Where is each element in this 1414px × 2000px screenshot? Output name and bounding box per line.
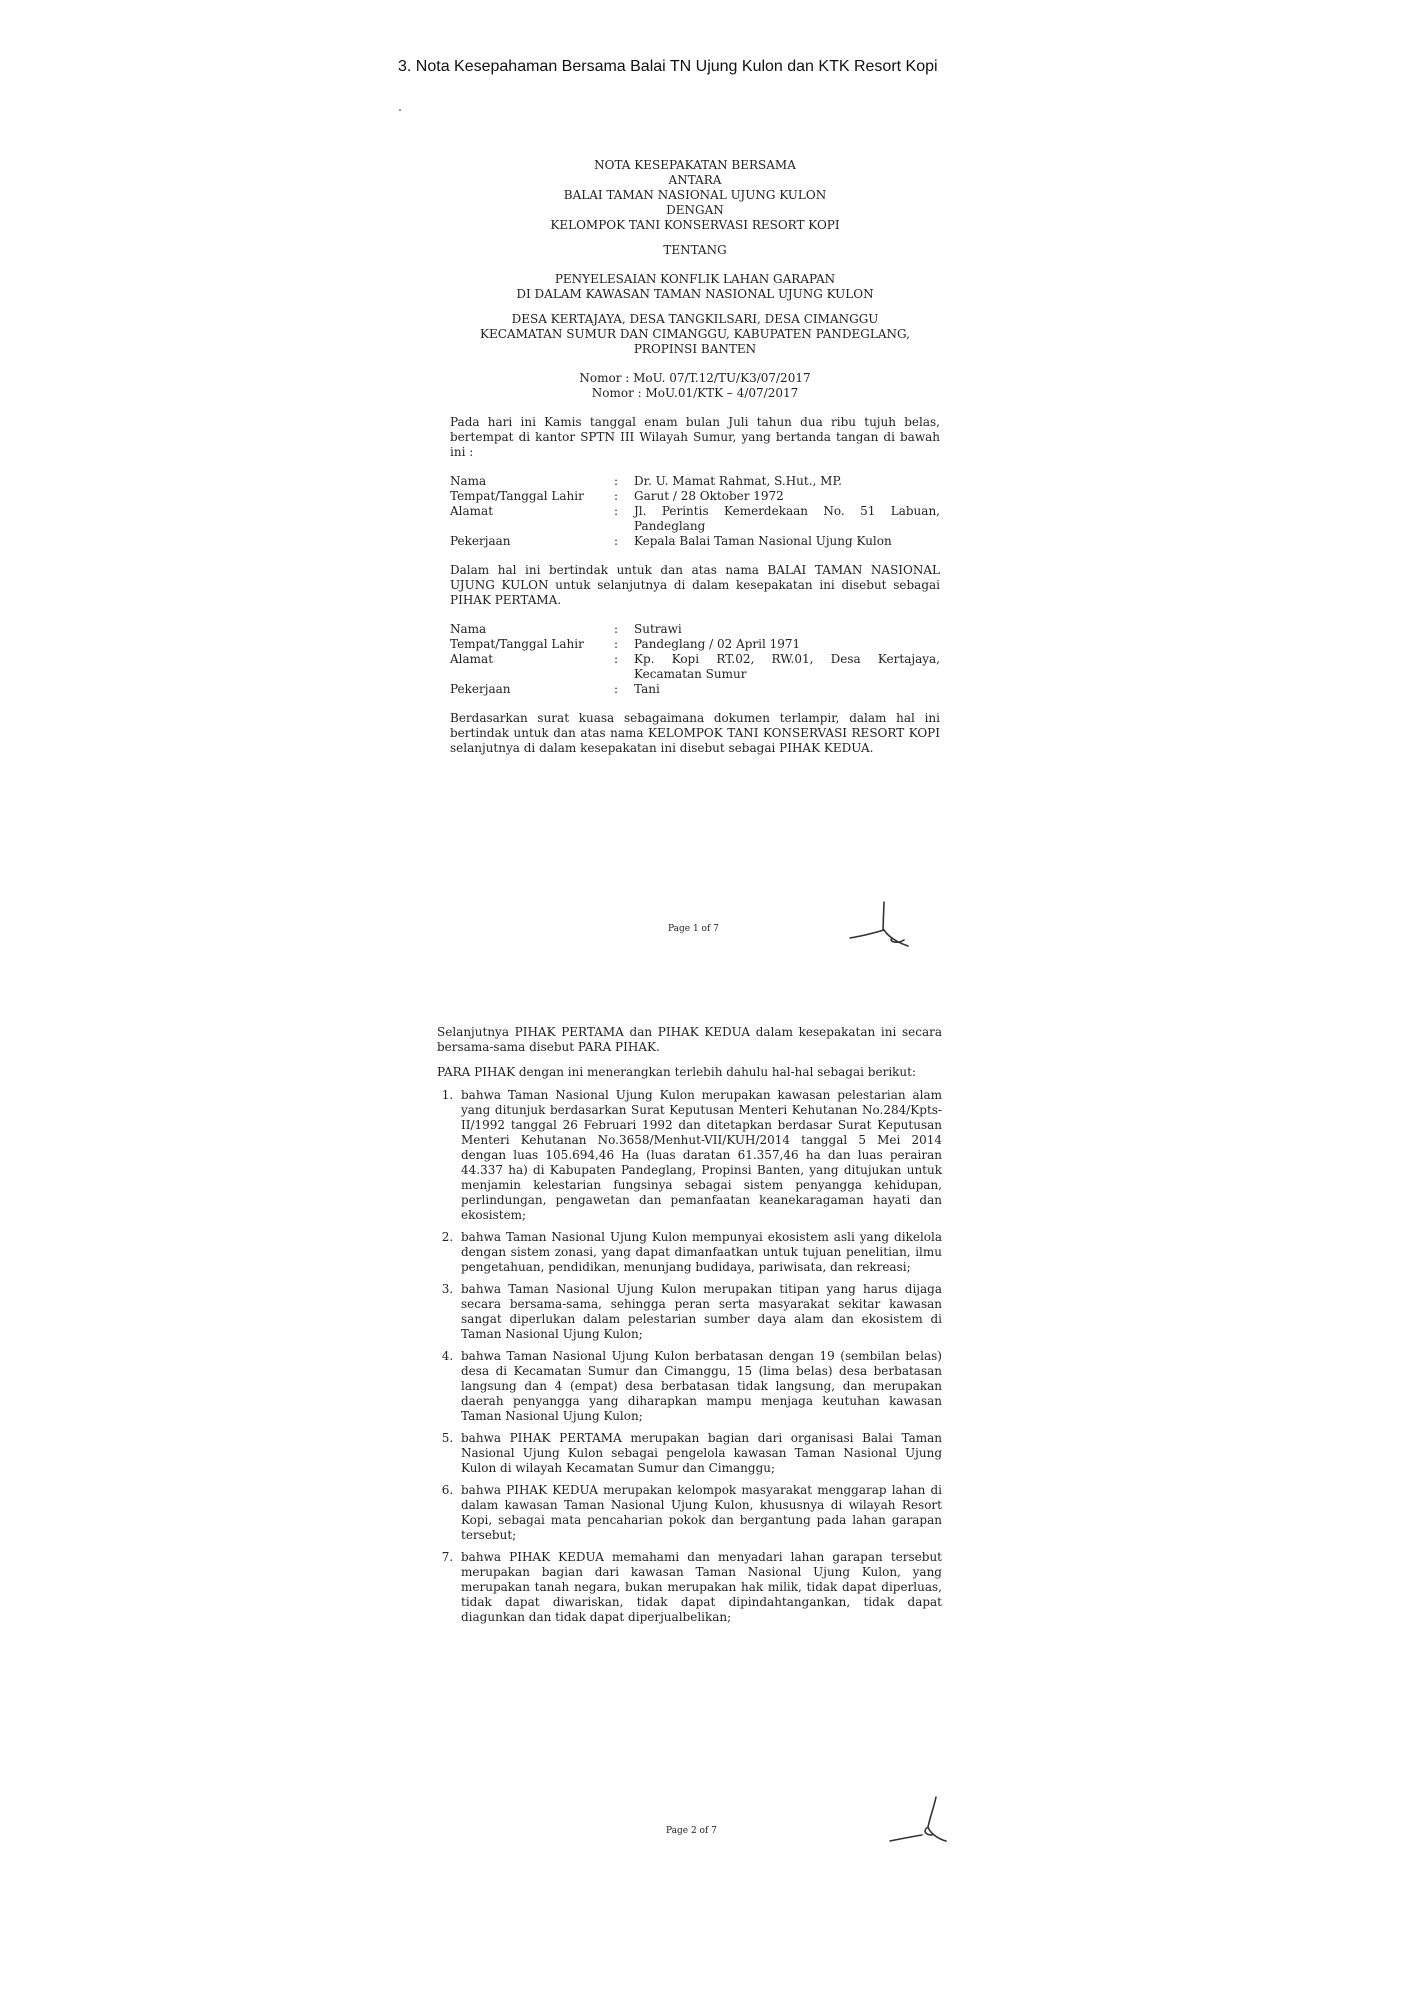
- subject-line: DI DALAM KAWASAN TAMAN NASIONAL UJUNG KULON: [516, 287, 874, 301]
- list-item: 5. bahwa PIHAK PERTAMA merupakan bagian dari organisasi Balai Taman Nasional Ujung Kulon sebagai pengelola kawasan Taman Nasional Ujung Kulon di wilayah Kecamatan Sumur dan Cimanggu;: [457, 1431, 942, 1476]
- table-row: [450, 637, 940, 652]
- field-value: Pandeglang / 02 April 1971: [634, 637, 801, 651]
- table-row: [450, 489, 940, 504]
- table-row: [450, 622, 940, 637]
- field-label: Tempat/Tanggal Lahir: [450, 489, 584, 503]
- colon: :: [614, 622, 619, 636]
- title-line: ANTARA: [668, 173, 722, 187]
- field-label: Alamat: [450, 652, 494, 666]
- colon: :: [614, 504, 619, 518]
- party-2-description: Berdasarkan surat kuasa sebagaimana dokumen terlampir, dalam hal ini bertindak untuk dan atas nama KELOMPOK TANI KONSERVASI RESORT KOPI selanjutnya di dalam kesepakatan ini disebut sebagai PIHAK KEDUA.: [450, 711, 940, 755]
- table-row: [450, 534, 940, 549]
- party-1-identity-table: [450, 474, 940, 549]
- title-line: BALAI TAMAN NASIONAL UJUNG KULON: [563, 188, 827, 202]
- considerations-list: [437, 1088, 942, 1625]
- list-item: 1. bahwa Taman Nasional Ujung Kulon merupakan kawasan pelestarian alam yang ditunjuk berdasarkan Surat Keputusan Menteri Kehutanan No.284/Kpts-II/1992 tanggal 26 Februari 1992 dan ditetapkan berdasar Surat Keputusan Menteri Kehutanan No.3658/Menhut-VII/KUH/2014 tanggal 5 Mei 2014 dengan luas 105.694,46 Ha (luas daratan 61.357,46 ha dan luas perairan 44.337 ha) di Kabupaten Pandeglang, Propinsi Banten, yang ditujukan untuk menjamin kelestarian fungsinya sebagai sistem penyangga kehidupan, perlindungan, pengawetan dan pemanfaatan keanekaragaman hayati dan ekosistem;: [457, 1088, 942, 1223]
- field-label: Tempat/Tanggal Lahir: [450, 637, 584, 651]
- subject-block: [450, 272, 940, 302]
- colon: :: [614, 489, 619, 503]
- field-label: Nama: [450, 622, 487, 636]
- title-line: KELOMPOK TANI KONSERVASI RESORT KOPI: [550, 218, 840, 232]
- page-1: [450, 158, 940, 756]
- colon: :: [614, 652, 619, 666]
- field-label: Pekerjaan: [450, 534, 511, 548]
- colon: :: [614, 534, 619, 548]
- colon: :: [614, 637, 619, 651]
- party-1-description: Dalam hal ini bertindak untuk dan atas nama BALAI TAMAN NASIONAL UJUNG KULON untuk selanjutnya di dalam kesepakatan ini disebut sebagai PIHAK PERTAMA.: [450, 563, 940, 607]
- section-heading: 3. Nota Kesepahaman Bersama Balai TN Ujung Kulon dan KTK Resort Kopi: [398, 58, 938, 75]
- subject-line: PENYELESAIAN KONFLIK LAHAN GARAPAN: [554, 272, 836, 286]
- field-value: Jl. Perintis Kemerdekaan No. 51 Labuan, Pandeglang: [634, 504, 940, 533]
- opening-paragraph: Pada hari ini Kamis tanggal enam bulan Juli tahun dua ribu tujuh belas, bertempat di kantor SPTN III Wilayah Sumur, yang bertanda tangan di bawah ini :: [450, 415, 940, 459]
- table-row: [450, 682, 940, 697]
- location-block: [450, 312, 940, 357]
- list-item: 2. bahwa Taman Nasional Ujung Kulon mempunyai ekosistem asli yang dikelola dengan sistem zonasi, yang dapat dimanfaatkan untuk tujuan penelitian, ilmu pengetahuan, pendidikan, menunjang budidaya, pariwisata, dan rekreasi;: [457, 1230, 942, 1275]
- page-2-footer: Page 2 of 7: [666, 1826, 717, 1836]
- nomor-line: Nomor : MoU.01/KTK – 4/07/2017: [591, 386, 799, 400]
- colon: :: [614, 474, 619, 488]
- signature-page-1: [848, 900, 918, 950]
- colon: :: [614, 682, 619, 696]
- title-line: NOTA KESEPAKATAN BERSAMA: [594, 158, 796, 172]
- field-value: Kp. Kopi RT.02, RW.01, Desa Kertajaya, Kecamatan Sumur: [634, 652, 940, 681]
- field-label: Pekerjaan: [450, 682, 511, 696]
- nomor-line: Nomor : MoU. 07/T.12/TU/K3/07/2017: [579, 371, 811, 385]
- agreement-title: [450, 158, 940, 233]
- scan-speck: [399, 109, 401, 111]
- party-2-identity-table: [450, 622, 940, 697]
- field-label: Nama: [450, 474, 487, 488]
- page-2-intro-2: PARA PIHAK dengan ini menerangkan terlebih dahulu hal-hal sebagai berikut:: [437, 1065, 917, 1079]
- signature-page-2: [886, 1795, 956, 1855]
- page-1-footer: Page 1 of 7: [668, 924, 719, 934]
- list-item: 7. bahwa PIHAK KEDUA memahami dan menyadari lahan garapan tersebut merupakan bagian dari kawasan Taman Nasional Ujung Kulon, yang merupakan tanah negara, bukan merupakan hak milik, tidak dapat diperluas, tidak dapat diwariskan, tidak dapat dipindahtangankan, tidak dapat diagunkan dan tidak dapat diperjualbelikan;: [457, 1550, 942, 1625]
- title-line: DENGAN: [666, 203, 724, 217]
- location-line: DESA KERTAJAYA, DESA TANGKILSARI, DESA CIMANGGU: [511, 312, 879, 326]
- list-item: 4. bahwa Taman Nasional Ujung Kulon berbatasan dengan 19 (sembilan belas) desa di Kecamatan Sumur dan Cimanggu, 15 (lima belas) desa berbatasan langsung dan 4 (empat) desa berbatasan tidak langsung, dan merupakan daerah penyangga yang diharapkan mampu menjaga keutuhan kawasan Taman Nasional Ujung Kulon;: [457, 1349, 942, 1424]
- nomor-block: [450, 371, 940, 401]
- field-value: Kepala Balai Taman Nasional Ujung Kulon: [634, 534, 892, 548]
- location-line: KECAMATAN SUMUR DAN CIMANGGU, KABUPATEN PANDEGLANG,: [480, 327, 910, 341]
- field-value: Garut / 28 Oktober 1972: [634, 489, 784, 503]
- field-value: Tani: [634, 682, 660, 696]
- list-item: 3. bahwa Taman Nasional Ujung Kulon merupakan titipan yang harus dijaga secara bersama-sama, sehingga peran serta masyarakat sekitar kawasan sangat diperlukan dalam pelestarian sumber daya alam dan ekosistem di Taman Nasional Ujung Kulon;: [457, 1282, 942, 1342]
- table-row: [450, 474, 940, 489]
- tentang-label: TENTANG: [663, 243, 727, 257]
- table-row: [450, 504, 940, 534]
- table-row: [450, 652, 940, 682]
- page-2-intro: Selanjutnya PIHAK PERTAMA dan PIHAK KEDUA dalam kesepakatan ini secara bersama-sama disebut PARA PIHAK.: [437, 1025, 942, 1054]
- location-line: PROPINSI BANTEN: [633, 342, 757, 356]
- field-label: Alamat: [450, 504, 494, 518]
- list-item: 6. bahwa PIHAK KEDUA merupakan kelompok masyarakat menggarap lahan di dalam kawasan Taman Nasional Ujung Kulon, khususnya di wilayah Resort Kopi, sebagai mata pencaharian pokok dan bergantung pada lahan garapan tersebut;: [457, 1483, 942, 1543]
- field-value: Sutrawi: [634, 622, 682, 636]
- page-2: [437, 1025, 942, 1632]
- field-value: Dr. U. Mamat Rahmat, S.Hut., MP.: [634, 474, 842, 488]
